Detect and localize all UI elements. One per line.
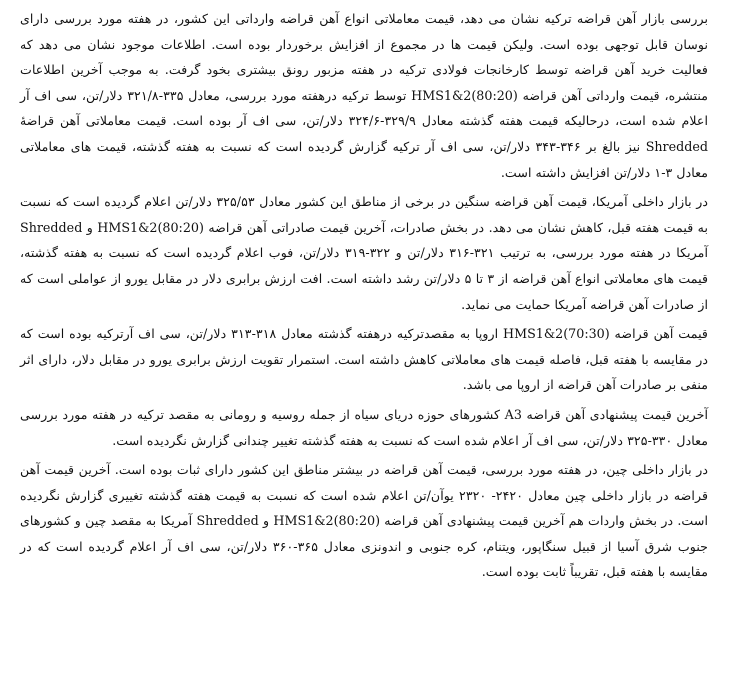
paragraph-china-scrap-market: در بازار داخلی چین، در هفته مورد بررسی، قیمت آهن قراضه در بیشتر مناطق این کشور دارای ثبات بوده است. آخرین قیمت آهن قراضه در بازار داخلی چین معادل ۲۴۲۰- ۲۳۲۰ یوآن/تن اعلام شده است که نسبت به قیمت هفته گذشته تغییری گزارش نگردیده است. در بخش واردات هم آخرین قیمت پیشنهادی آهن قراضه HMS1&2(80:20) و Shredded آمریکا به مقصد چین و کشورهای جنوب شرق آسیا از قبیل سنگاپور، ویتنام، کره جنوبی و اندونزی معادل ۳۶۵-۳۶۰ دلار/تن، سی اف آر اعلام گردیده است که در مقایسه با هفته قبل، تقریباً ثابت بوده است. [20,462,709,580]
paragraph-turkey-scrap-market: بررسی بازار آهن قراضه ترکیه نشان می دهد، قیمت معاملاتی انواع آهن قراضه وارداتی این کشور، در هفته مورد بررسی دارای نوسان قابل توجهی بوده است. ولیکن قیمت ها در مجموع از افزایش برخوردار بوده است. اطلاعات موجود نشان می دهد که فعالیت خرید آهن قراضه توسط کارخانجات فولادی ترکیه در هفته مزبور رونق بیشتری بخود گرفت. به موجب آخرین اطلاعات منتشره، قیمت وارداتی آهن قراضه HMS1&2(80:20) توسط ترکیه درهفته مورد بررسی، معادل ۳۳۵-۳۲۱/۸ دلار/تن، سی اف آر اعلام شده است، درحالیکه قیمت هفته گذشته معادل ۳۲۹/۹-۳۲۴/۶ دلار/تن، سی اف آر بوده است. قیمت معاملاتی آهن قراضهٔ Shredded نیز بالغ بر ۳۴۶-۳۴۳ دلار/تن، سی اف آر ترکیه گزارش گردیده است که نسبت به هفته گذشته، قیمت های معاملاتی معادل ۳-۱ دلار/تن افزایش داشته است. [20,11,709,180]
paragraph-black-sea-a3-price: آخرین قیمت پیشنهادی آهن قراضه A3 کشورهای حوزه دریای سیاه از جمله روسیه و رومانی به مقصد ترکیه در هفته مورد بررسی معادل ۳۳۰-۳۲۵ دلار/تن، سی اف آر اعلام شده است که نسبت به هفته گذشته تغییر چندانی گزارش نگردیده است. [20,406,708,448]
paragraph-us-scrap-market: در بازار داخلی آمریکا، قیمت آهن قراضه سنگین در برخی از مناطق این کشور معادل ۳۲۵/۵۳ دلار/تن اعلام گردیده است که نسبت به قیمت هفته قبل، کاهش نشان می دهد. در بخش صادرات، آخرین قیمت صادراتی آهن قراضه HMS1&2(80:20) و Shredded آمریکا در هفته مورد بررسی، به ترتیب ۳۲۱-۳۱۶ دلار/تن و ۳۲۲-۳۱۹ دلار/تن، فوب اعلام گردیده است که نسبت به هفته گذشته، قیمت های معاملاتی انواع آهن قراضه از ۳ تا ۵ دلار/تن رشد داشته است. افت ارزش برابری دلار در مقابل یورو از عواملی است که از صادرات آهن قراضه آمریکا حمایت می نماید. [20,194,709,312]
paragraph-europe-scrap-price: قیمت آهن قراضه HMS1&2(70:30) اروپا به مقصدترکیه درهفته گذشته معادل ۳۱۸-۳۱۳ دلار/تن، سی اف آرترکیه بوده است که در مقایسه با هفته قبل، فاصله قیمت های معاملاتی کاهش داشته است. استمرار تقویت ارزش برابری یورو در مقابل دلار، دارای اثر منفی بر صادرات آهن قراضه از اروپا می باشد. [20,326,708,393]
